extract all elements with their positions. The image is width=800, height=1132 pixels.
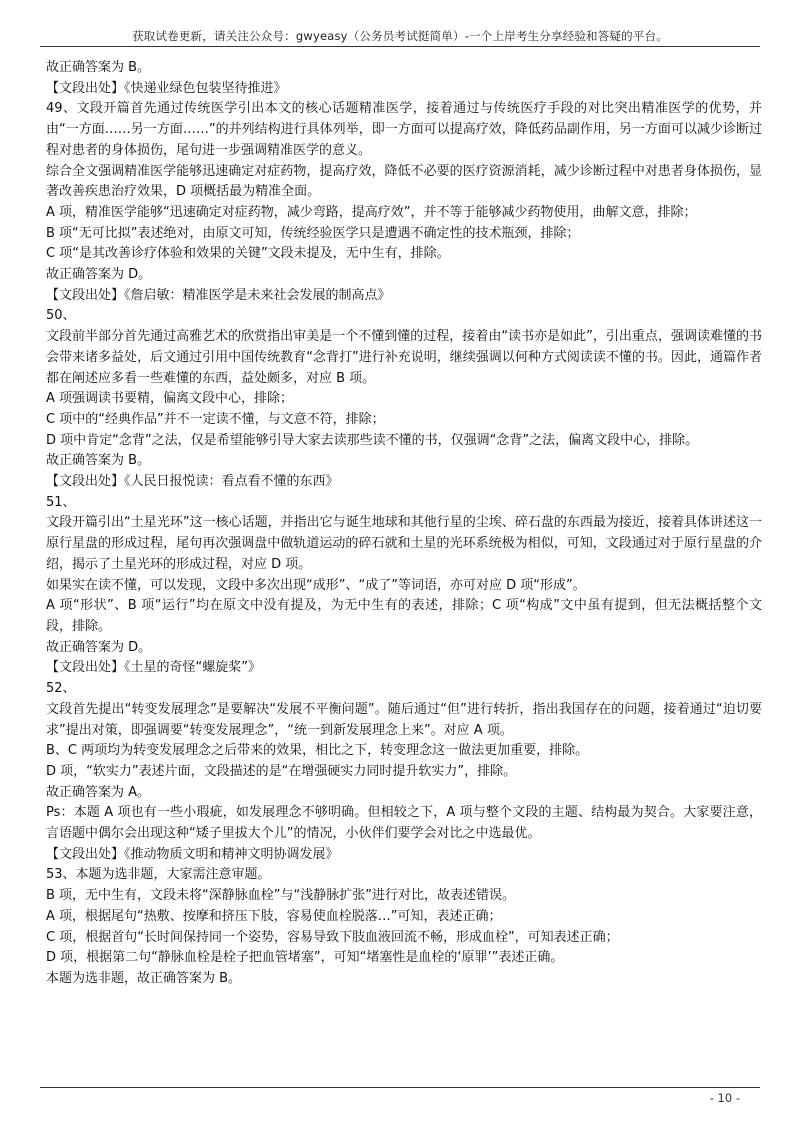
- paragraph: 如果实在读不懂，可以发现，文段中多次出现“成形”、“成了”等词语，亦可对应 D 项“形成”。: [46, 577, 586, 593]
- paragraph: 53、本题为选非题，大家需注意审题。: [46, 867, 271, 883]
- paragraph: 本题为选非题，故正确答案为 B。: [46, 970, 242, 986]
- paragraph: 51、: [46, 494, 76, 510]
- paragraph: 49、文段开篇首先通过传统医学引出本文的核心话题精准医学，接着通过与传统医疗手段的对比突出精准医学的优势，并由“一方面……另一方面……”的并列结构进行具体列举，即一方面可以提高疗效，降低药品副作用，另一方面可以减少诊断过程对患者的身体损伤，尾句进一步强调精准医学的意义。: [46, 101, 762, 158]
- page-number: - 10 -: [709, 1091, 740, 1105]
- page-header: 获取试卷更新，请关注公众号：gwyeasy（公务员考试挺简单）-一个上岸考生分享经验和答疑的平台。: [132, 29, 668, 43]
- paragraph: A 项“形状”、B 项“运行”均在原文中没有提及，为无中生有的表述，排除；C 项“构成”文中虽有提到，但无法概括整个文段，排除。: [46, 598, 762, 634]
- paragraph: 【文段出处】《人民日报悦读：看点看不懂的东西》: [46, 474, 339, 490]
- paragraph: 故正确答案为 A。: [46, 784, 151, 800]
- paragraph: 【文段出处】《推动物质文明和精神文明协调发展》: [46, 846, 339, 862]
- paragraph: 文段开篇引出“土星光环”这一核心话题，并指出它与诞生地球和其他行星的尘埃、碎石盘的东西最为接近，接着具体讲述这一原行星盘的形成过程，尾句再次强调盘中做轨道运动的碎石就和土星的光环系统极为相似，可知，文段通过对于原行星盘的介绍，揭示了土星光环的形成过程，对应 D 项。: [46, 515, 762, 572]
- paragraph: 综合全文强调精准医学能够迅速确定对症药物，提高疗效，降低不必要的医疗资源消耗，减少诊断过程中对患者身体损伤，显著改善疾患治疗效果，D 项概括最为精准全面。: [46, 163, 762, 200]
- paragraph: D 项中肯定“念背”之法，仅是希望能够引导大家去读那些读不懂的书，仅强调“念背”之法，偏离文段中心，排除。: [46, 432, 699, 448]
- paragraph: D 项，“软实力”表述片面，文段描述的是“在增强硬实力同时提升软实力”，排除。: [46, 763, 517, 779]
- paragraph: 故正确答案为 D。: [46, 639, 152, 655]
- paragraph: Ps：本题 A 项也有一些小瑕疵，如发展理念不够明确。但相较之下，A 项与整个文段的主题、结构最为契合。大家要注意，言语题中偶尔会出现这种“矮子里拔大个儿”的情况，小伙伴们要学会对比之中选最优。: [46, 805, 762, 842]
- paragraph: 50、: [46, 308, 76, 324]
- paragraph: 【文段出处】《詹启敏：精准医学是未来社会发展的制高点》: [46, 287, 391, 303]
- paragraph: C 项中的“经典作品”并不一定读不懂，与文意不符，排除；: [46, 411, 385, 427]
- paragraph: 【文段出处】《快递业绿色包装坚待推进》: [46, 80, 287, 96]
- paragraph: 文段首先提出“转变发展理念”是要解决“发展不平衡问题”。随后通过“但”进行转折，指出我国存在的问题，接着通过“迫切要求”提出对策，即强调要“转变发展理念”，“统一到新发展理念上来”。对应 A 项。: [46, 701, 762, 738]
- paragraph: 文段前半部分首先通过高雅艺术的欣赏指出审美是一个不懂到懂的过程，接着由“读书亦是如此”，引出重点，强调读难懂的书会带来诸多益处，后文通过引用中国传统教育“念背打”进行补充说明，继续强调以何种方式阅读读不懂的书。因此，通篇作者都在阐述应多看一些难懂的东西，益处颇多，对应 B 项。: [46, 329, 762, 386]
- paragraph: 故正确答案为 D。: [46, 267, 152, 283]
- paragraph: A 项强调读书要精，偏离文段中心，排除；: [46, 391, 294, 407]
- paragraph: 【文段出处】《土星的奇怪“螺旋桨”》: [46, 660, 261, 676]
- paragraph: C 项“是其改善诊疗体验和效果的关键”文段未提及，无中生有，排除。: [46, 246, 450, 262]
- footer-divider: [40, 1087, 760, 1088]
- paragraph: 52、: [46, 681, 76, 697]
- paragraph: 故正确答案为 B。: [46, 60, 151, 75]
- paragraph: A 项，精准医学能够“迅速确定对症药物，减少弯路，提高疗效”，并不等于能够减少药物使用，曲解文意，排除；: [46, 204, 697, 220]
- answer-explanations: [46, 58, 762, 990]
- paragraph: B 项，无中生有，文段未将“深静脉血栓”与“浅静脉扩张”进行对比，故表述错误。: [46, 888, 515, 904]
- paragraph: 故正确答案为 B。: [46, 453, 151, 469]
- paragraph: D 项，根据第二句“静脉血栓是栓子把血管堵塞”，可知“堵塞性是血栓的‘原罪’”表述正确。: [46, 950, 564, 966]
- paragraph: A 项，根据尾句“热敷、按摩和挤压下肢，容易使血栓脱落…”可知，表述正确；: [46, 908, 502, 924]
- paragraph: C 项，根据首句“长时间保持同一个姿势，容易导致下肢血液回流不畅，形成血栓”，可知表述正确；: [46, 929, 619, 945]
- paragraph: B、C 两项均为转变发展理念之后带来的效果，相比之下，转变理念这一做法更加重要，排除。: [46, 743, 589, 759]
- paragraph: B 项“无可比拟”表述绝对，由原文可知，传统经验医学只是遭遇不确定性的技术瓶颈，排除；: [46, 225, 580, 241]
- header-divider: [40, 46, 760, 47]
